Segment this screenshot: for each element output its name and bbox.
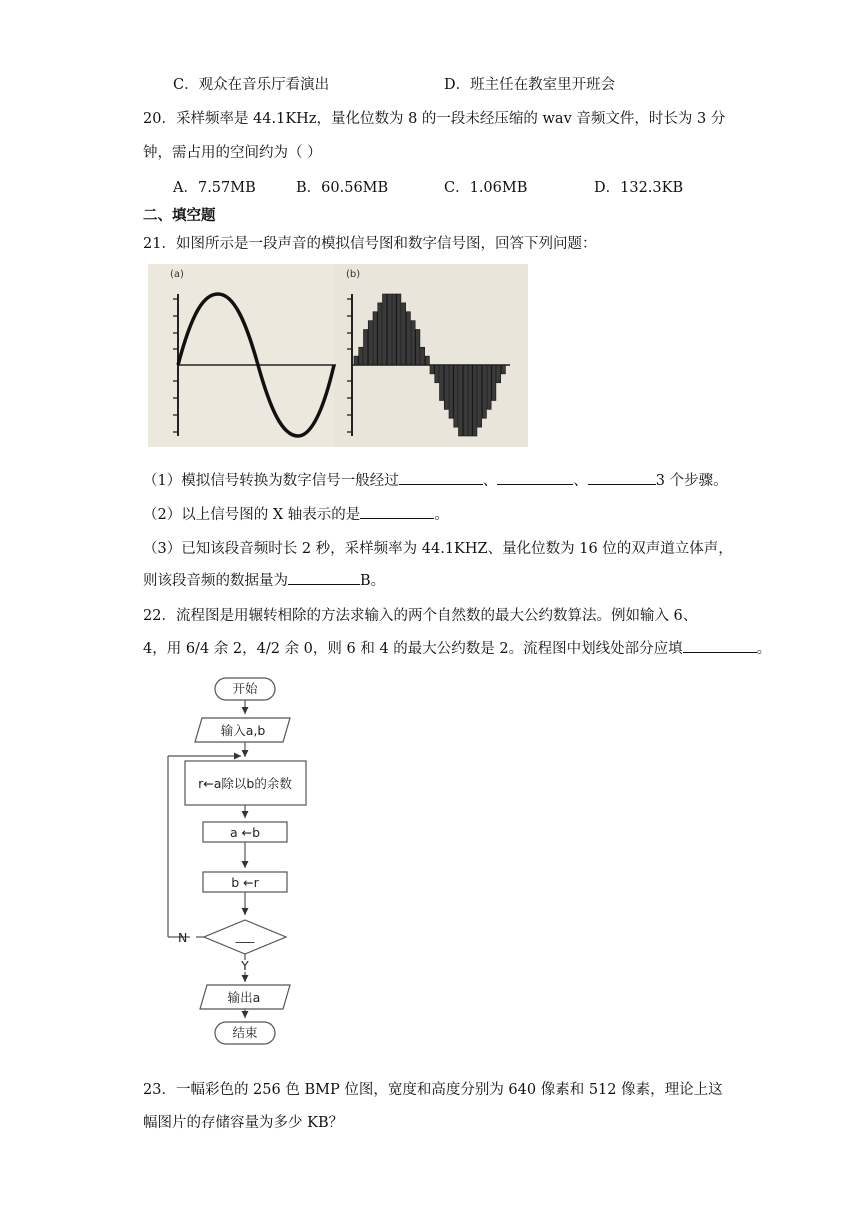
assign-b-label: b ←r [231, 875, 259, 890]
q20-option-a: A．7.57MB [173, 180, 256, 196]
q21-part2 [143, 503, 449, 524]
start-label: 开始 [232, 681, 258, 696]
sample-bar [497, 365, 501, 383]
blank-flowchart[interactable] [683, 638, 757, 653]
sample-bar [406, 312, 410, 365]
q22-stem-tail: 。 [756, 641, 772, 657]
sample-bar [478, 365, 482, 427]
sample-bar [487, 365, 491, 409]
sample-bar [454, 365, 458, 427]
q22-stem-text: 4，用 6/4 余 2，4/2 余 0，则 6 和 4 的最大公约数是 2。流程图中划线处部分应填 [143, 641, 683, 657]
sample-bar [444, 365, 448, 409]
q23-stem-line1: 23．一幅彩色的 256 色 BMP 位图，宽度和高度分别为 640 像素和 512 像素，理论上这 [143, 1082, 723, 1098]
q21-part1-tail: 3 个步骤。 [655, 473, 728, 489]
input-label: 输入a,b [220, 723, 266, 738]
sample-bar [378, 303, 382, 365]
sample-bar [411, 321, 415, 365]
q20-option-b: B．60.56MB [296, 180, 389, 196]
flowchart [160, 672, 310, 1052]
blank-2[interactable] [497, 470, 573, 485]
sample-bar [482, 365, 486, 418]
sample-bar [383, 294, 387, 365]
sample-bar [430, 365, 434, 374]
blank-x-axis[interactable] [360, 504, 434, 519]
output-label: 输出a [227, 990, 261, 1005]
sample-bar [354, 356, 358, 365]
sample-bar [364, 330, 368, 366]
q22-stem-line1: 22．流程图是用辗转相除的方法求输入的两个自然数的最大公约数算法。例如输入 6、 [143, 608, 698, 624]
sample-bar [387, 294, 391, 365]
sample-bar [492, 365, 496, 401]
sample-bar [449, 365, 453, 418]
separator: 、 [482, 473, 498, 489]
no-label: N [178, 930, 188, 945]
sample-bar [473, 365, 477, 436]
assign-a-label: a ←b [229, 825, 261, 840]
end-label: 结束 [232, 1025, 258, 1040]
figure-a-label: (a) [170, 269, 184, 280]
sample-bar [421, 347, 425, 365]
separator: 、 [573, 473, 588, 489]
q21-part3-line2 [143, 569, 385, 590]
q21-part1 [143, 469, 728, 490]
sample-bar [435, 365, 439, 383]
signal-figure [148, 264, 528, 447]
sample-bar [373, 312, 377, 365]
blank-3[interactable] [588, 470, 656, 485]
blank-1[interactable] [399, 470, 483, 485]
sample-bar [463, 365, 467, 436]
sample-bar [359, 347, 363, 365]
sample-bar [459, 365, 463, 436]
figure-b-label: (b) [346, 269, 361, 280]
q20-stem-line2: 钟，需占用的空间约为（ ） [143, 145, 322, 161]
sample-bar [392, 294, 396, 365]
sample-bar [368, 321, 372, 365]
yes-label: Y [241, 958, 249, 973]
q22-stem-line2 [143, 637, 771, 658]
sample-bar [416, 330, 420, 366]
condition-label: ___ [235, 928, 255, 943]
section-title: 二、填空题 [143, 208, 216, 224]
sample-bar [397, 294, 401, 365]
q21-part3-line1: （3）已知该段音频时长 2 秒，采样频率为 44.1KHZ、量化位数为 16 位的双声道立体声， [143, 541, 733, 557]
q19-option-c: C．观众在音乐厅看演出 [173, 77, 330, 93]
q20-option-d: D．132.3KB [594, 180, 684, 196]
sample-bar [402, 303, 406, 365]
sample-bar [440, 365, 444, 401]
q23-stem-line2: 幅图片的存储容量为多少 KB？ [143, 1115, 344, 1131]
q21-part1-text: （1）模拟信号转换为数字信号一般经过 [143, 473, 399, 489]
sample-bar [468, 365, 472, 436]
sample-bar [425, 356, 429, 365]
sample-bar [501, 365, 505, 374]
q21-part2-tail: 。 [434, 507, 449, 523]
q19-option-d: D．班主任在教室里开班会 [444, 77, 616, 93]
q20-option-c: C．1.06MB [444, 180, 528, 196]
q21-part3-text: 则该段音频的数据量为 [143, 573, 288, 589]
q21-part3-tail: B。 [360, 573, 386, 589]
q21-stem: 21．如图所示是一段声音的模拟信号图和数字信号图，回答下列问题： [143, 236, 597, 252]
blank-data-size[interactable] [288, 570, 360, 585]
remainder-label: r←a除以b的余数 [198, 776, 292, 791]
q20-stem-line1: 20．采样频率是 44.1KHz，量化位数为 8 的一段未经压缩的 wav 音频文件，时长为 3 分 [143, 111, 726, 127]
q21-part2-text: （2）以上信号图的 X 轴表示的是 [143, 507, 361, 523]
